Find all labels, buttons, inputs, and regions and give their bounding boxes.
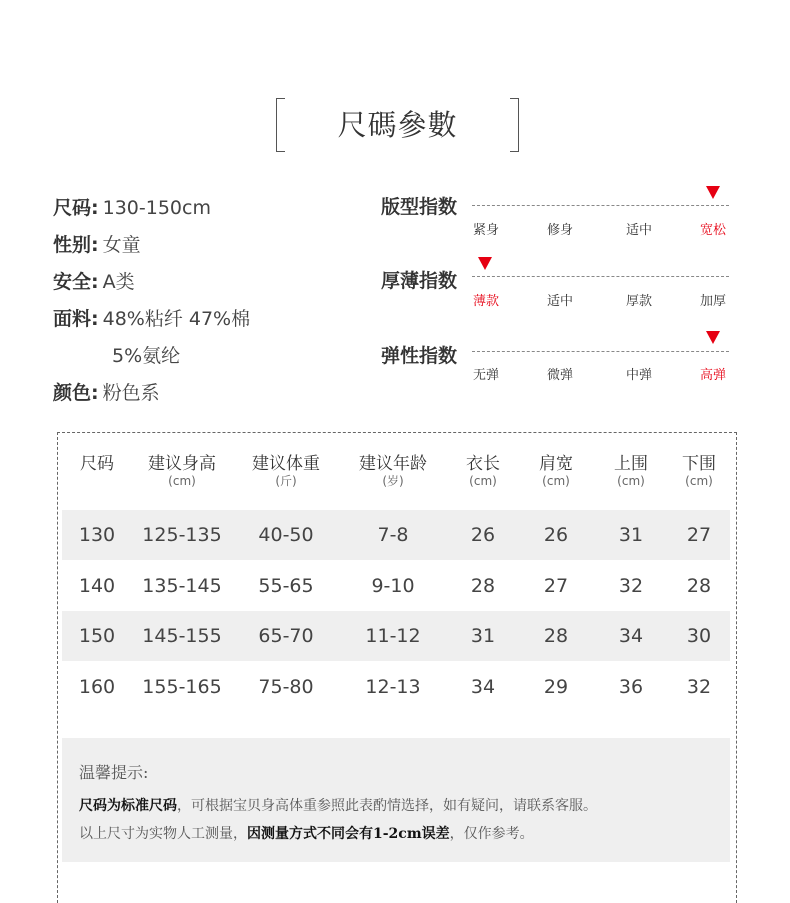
fit-index-line xyxy=(472,205,729,206)
col-header-weight xyxy=(252,454,320,488)
thickness-index-arrow-icon xyxy=(478,257,492,270)
table-cell: 11-12 xyxy=(365,625,421,647)
spec-fabric-continued: 5%氨纶 xyxy=(112,345,181,367)
col-header-unit: (cm) xyxy=(168,474,196,488)
col-header-unit: (cm) xyxy=(542,474,570,488)
table-cell: 28 xyxy=(470,575,496,597)
spec-size-key: 尺码: xyxy=(53,197,99,219)
col-header-unit: (cm) xyxy=(685,474,713,488)
spec-safety-value: A类 xyxy=(102,271,135,293)
table-cell: 27 xyxy=(543,575,569,597)
elasticity-option: 微弹 xyxy=(547,368,574,383)
notes-line-1-bold: 尺码为标准尺码 xyxy=(79,798,177,814)
notes-line-2-bold: 因测量方式不同会有1-2cm误差 xyxy=(247,826,450,842)
spec-fabric xyxy=(53,304,250,331)
fit-index-label: 版型指数 xyxy=(381,196,458,218)
col-header-bust xyxy=(614,454,648,488)
spec-gender-value: 女童 xyxy=(102,234,141,256)
elasticity-option-selected: 高弹 xyxy=(700,368,727,383)
fit-option-selected: 宽松 xyxy=(700,223,727,238)
col-header-unit: (岁) xyxy=(382,474,404,488)
table-cell: 140 xyxy=(78,575,116,597)
table-row xyxy=(62,561,730,611)
thickness-index-line xyxy=(472,276,729,277)
table-cell: 150 xyxy=(78,625,116,647)
table-cell: 65-70 xyxy=(258,625,314,647)
table-cell: 29 xyxy=(543,676,569,698)
notes-line-2 xyxy=(79,823,534,843)
elasticity-index-line xyxy=(472,351,729,352)
col-header-name: 尺码 xyxy=(80,454,114,474)
col-header-size xyxy=(80,454,114,474)
table-cell: 55-65 xyxy=(258,575,314,597)
table-cell: 130 xyxy=(78,524,116,546)
table-cell: 27 xyxy=(686,524,712,546)
fit-option: 紧身 xyxy=(473,223,500,238)
col-header-age xyxy=(359,454,427,488)
spec-color xyxy=(53,378,160,405)
thickness-option: 厚款 xyxy=(626,294,653,309)
col-header-name: 建议身高 xyxy=(148,454,216,474)
table-cell: 26 xyxy=(543,524,569,546)
table-row xyxy=(62,662,730,712)
spec-color-value: 粉色系 xyxy=(102,382,160,404)
notes-line-2-end: ，仅作参考。 xyxy=(449,826,534,842)
table-cell: 9-10 xyxy=(371,575,415,597)
notes-line-1 xyxy=(79,795,597,815)
elasticity-option: 中弹 xyxy=(626,368,653,383)
elasticity-index-label: 弹性指数 xyxy=(381,345,458,367)
thickness-option: 适中 xyxy=(547,294,574,309)
spec-fabric-key: 面料: xyxy=(53,308,99,330)
spec-size xyxy=(53,193,211,220)
table-cell: 135-145 xyxy=(142,575,222,597)
table-cell: 75-80 xyxy=(258,676,314,698)
table-row xyxy=(62,510,730,560)
table-cell: 12-13 xyxy=(365,676,421,698)
notes-line-1-rest: ，可根据宝贝身高体重参照此表酌情选择，如有疑问，请联系客服。 xyxy=(177,798,597,814)
col-header-unit: (cm) xyxy=(469,474,497,488)
spec-size-value: 130-150cm xyxy=(102,197,211,219)
spec-safety xyxy=(53,267,135,294)
col-header-hem xyxy=(682,454,716,488)
col-header-name: 建议体重 xyxy=(252,454,320,474)
col-header-height xyxy=(148,454,216,488)
spec-gender-key: 性别: xyxy=(53,234,99,256)
table-cell: 32 xyxy=(618,575,644,597)
table-row xyxy=(62,611,730,661)
elasticity-option: 无弹 xyxy=(473,368,500,383)
col-header-shoulder xyxy=(539,454,573,488)
table-cell: 28 xyxy=(686,575,712,597)
notes-line-2-start: 以上尺寸为实物人工测量， xyxy=(79,826,247,842)
spec-fabric-value: 48%粘纤 47%棉 xyxy=(102,308,251,330)
col-header-unit: (斤) xyxy=(275,474,297,488)
thickness-index-label: 厚薄指数 xyxy=(381,270,458,292)
table-cell: 31 xyxy=(618,524,644,546)
col-header-name: 上围 xyxy=(614,454,648,474)
table-cell: 34 xyxy=(470,676,496,698)
col-header-length xyxy=(466,454,500,488)
table-cell: 31 xyxy=(470,625,496,647)
col-header-name: 肩宽 xyxy=(539,454,573,474)
table-cell: 36 xyxy=(618,676,644,698)
thickness-option-selected: 薄款 xyxy=(473,294,500,309)
thickness-option: 加厚 xyxy=(700,294,727,309)
notes-title: 温馨提示: xyxy=(79,763,149,782)
table-cell: 32 xyxy=(686,676,712,698)
title-frame xyxy=(276,98,519,152)
fit-index-arrow-icon xyxy=(706,186,720,199)
spec-safety-key: 安全: xyxy=(53,271,99,293)
table-cell: 145-155 xyxy=(142,625,222,647)
table-cell: 30 xyxy=(686,625,712,647)
table-cell: 7-8 xyxy=(377,524,409,546)
col-header-unit: (cm) xyxy=(617,474,645,488)
fit-option: 修身 xyxy=(547,223,574,238)
elasticity-index-arrow-icon xyxy=(706,331,720,344)
table-cell: 160 xyxy=(78,676,116,698)
table-cell: 125-135 xyxy=(142,524,222,546)
table-cell: 34 xyxy=(618,625,644,647)
spec-color-key: 颜色: xyxy=(53,382,99,404)
col-header-name: 下围 xyxy=(682,454,716,474)
col-header-name: 衣长 xyxy=(466,454,500,474)
table-cell: 40-50 xyxy=(258,524,314,546)
spec-gender xyxy=(53,230,141,257)
page-title: 尺碼參數 xyxy=(337,108,458,142)
table-cell: 28 xyxy=(543,625,569,647)
table-cell: 155-165 xyxy=(142,676,222,698)
fit-option: 适中 xyxy=(626,223,653,238)
col-header-name: 建议年龄 xyxy=(359,454,427,474)
table-cell: 26 xyxy=(470,524,496,546)
